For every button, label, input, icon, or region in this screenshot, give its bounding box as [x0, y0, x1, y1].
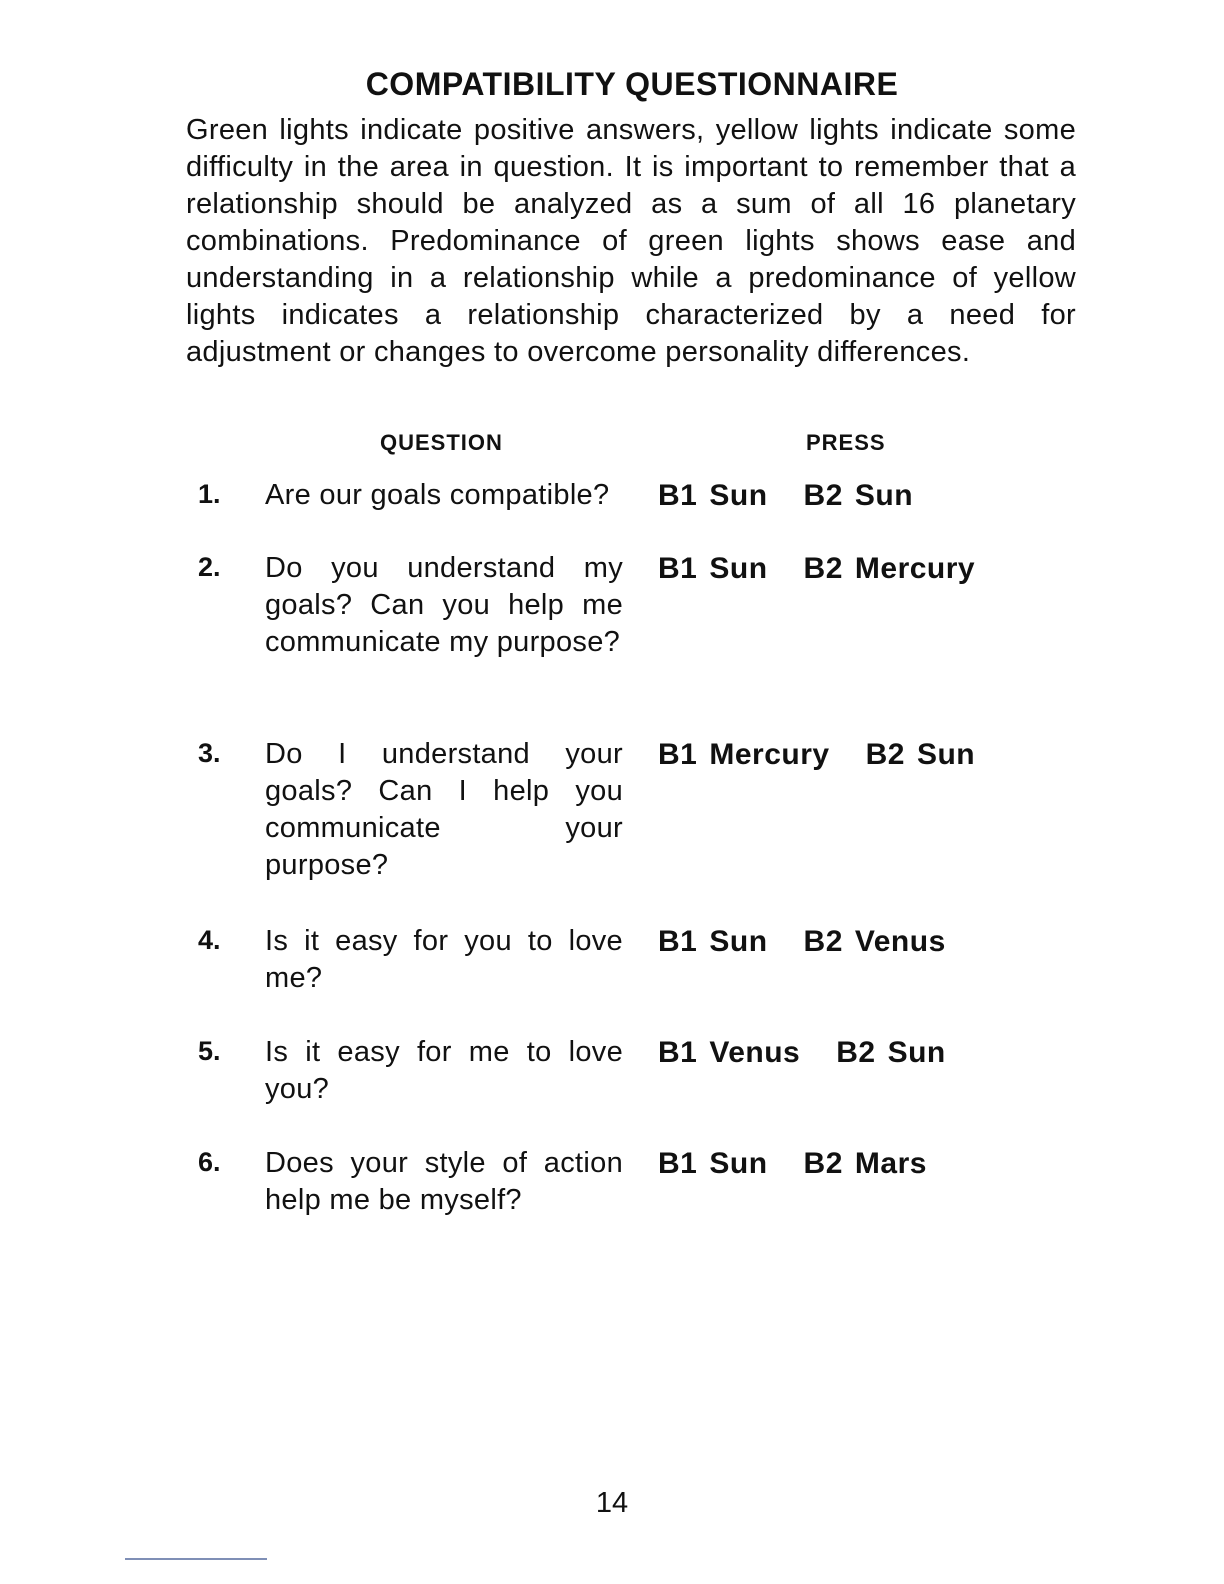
press-instruction — [658, 1034, 946, 1071]
b2-planet: Sun — [916, 738, 976, 771]
b2-planet: Mercury — [854, 552, 976, 585]
b1-label: B1 — [658, 479, 698, 512]
b2-label: B2 — [865, 738, 905, 771]
b1-planet: Sun — [709, 552, 768, 585]
b1-planet: Sun — [709, 925, 768, 958]
question-number: 4. — [198, 925, 221, 955]
b2-planet: Venus — [854, 925, 946, 958]
b1-planet: Sun — [709, 1147, 768, 1180]
press-instruction — [658, 477, 913, 514]
question-text: Does your style of action help me be myself? — [265, 1147, 623, 1216]
b1-label: B1 — [658, 552, 698, 585]
b2-label: B2 — [803, 925, 843, 958]
b2-label: B2 — [803, 552, 843, 585]
question-number: 1. — [198, 479, 221, 509]
b1-planet: Mercury — [709, 738, 830, 771]
press-instruction — [658, 1145, 927, 1182]
page-title: COMPATIBILITY QUESTIONNAIRE — [365, 66, 899, 102]
b2-label: B2 — [803, 479, 843, 512]
b1-label: B1 — [658, 1147, 698, 1180]
page-number: 14 — [595, 1487, 629, 1519]
b2-label: B2 — [836, 1036, 876, 1069]
question-text: Is it easy for you to love me? — [265, 925, 623, 994]
press-column-header: PRESS — [806, 430, 886, 455]
b1-label: B1 — [658, 738, 698, 771]
press-instruction — [658, 550, 975, 587]
b2-planet: Mars — [854, 1147, 927, 1180]
question-number: 2. — [198, 552, 221, 582]
bottom-divider — [125, 1558, 267, 1560]
b1-planet: Sun — [709, 479, 768, 512]
question-number: 5. — [198, 1036, 221, 1066]
question-text: Is it easy for me to love you? — [265, 1036, 623, 1105]
question-column-header: QUESTION — [380, 430, 503, 455]
question-text: Do I understand your goals? Can I help you communicate your purpose? — [265, 738, 623, 881]
b2-planet: Sun — [854, 479, 914, 512]
question-number: 6. — [198, 1147, 221, 1177]
press-instruction — [658, 923, 946, 960]
question-text: Are our goals compatible? — [265, 479, 610, 511]
b1-label: B1 — [658, 925, 698, 958]
b2-label: B2 — [803, 1147, 843, 1180]
question-text: Do you understand my goals? Can you help me communicate my purpose? — [265, 552, 623, 658]
question-number: 3. — [198, 738, 221, 768]
press-instruction — [658, 736, 975, 773]
b2-planet: Sun — [887, 1036, 946, 1069]
intro-paragraph: Green lights indicate positive answers, yellow lights indicate some difficulty in the area in question. It is important to remember that a relationship should be analyzed as a sum of all 16 planetary combinations. Predominance of green lights shows ease and understanding in a relationship while a predominance of yellow lights indicates a relationship characterized by a need for adjustment or changes to overcome personality differences. — [186, 114, 1076, 368]
b1-planet: Venus — [709, 1036, 801, 1069]
b1-label: B1 — [658, 1036, 698, 1069]
